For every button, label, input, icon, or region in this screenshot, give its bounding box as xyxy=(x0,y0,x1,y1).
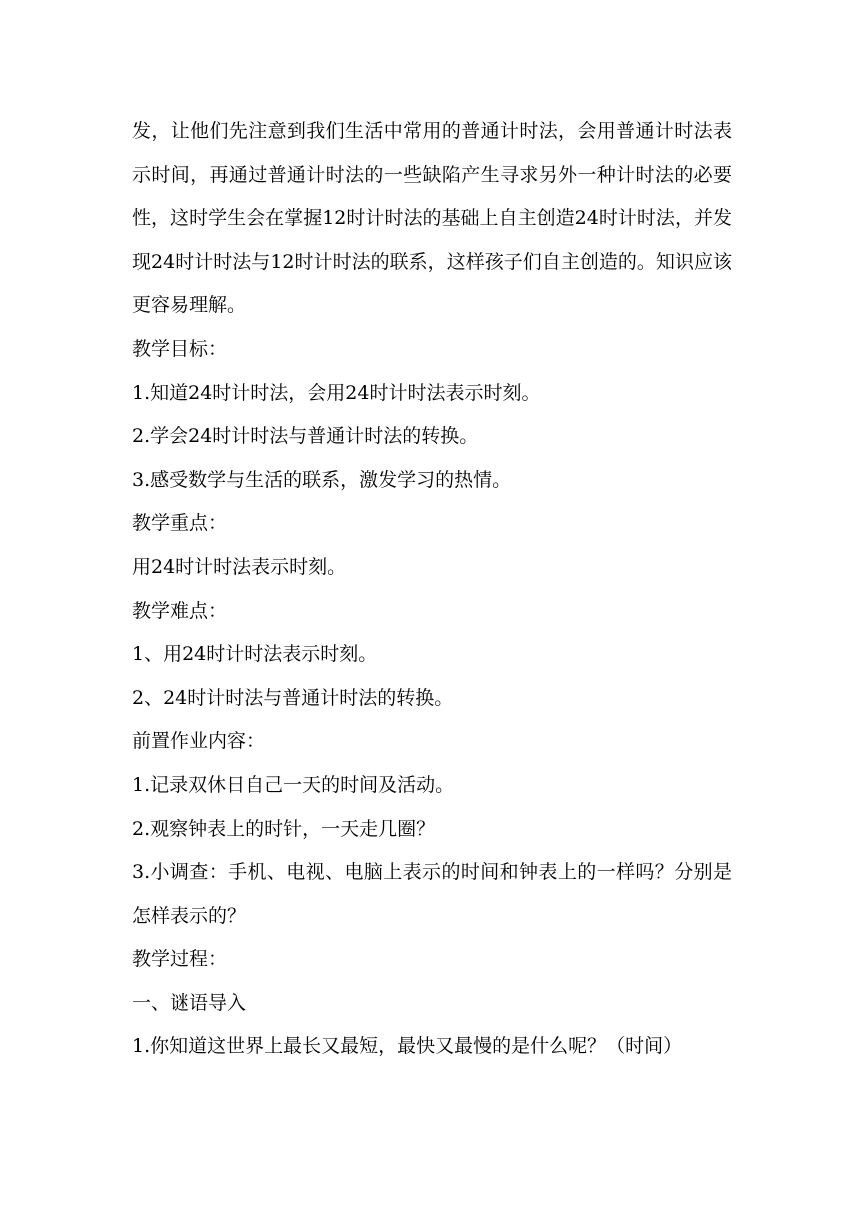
document-body xyxy=(132,110,732,1069)
key-point-item: 用24时计时法表示时刻。 xyxy=(132,555,347,578)
riddle-question: 1.你知道这世界上最长又最短，最快又最慢的是什么呢？（时间） xyxy=(132,1035,683,1058)
heading-teaching-goals: 教学目标： xyxy=(132,337,228,360)
pre-assignment-item-2: 2.观察钟表上的时针，一天走几圈？ xyxy=(132,817,436,840)
heading-key-points: 教学重点： xyxy=(132,512,228,535)
section-riddle-intro: 一、谜语导入 xyxy=(132,991,247,1014)
goal-item-2: 2.学会24时计时法与普通计时法的转换。 xyxy=(132,425,479,448)
pre-assignment-item-3: 3.小调查：手机、电视、电脑上表示的时间和钟表上的一样吗？分别是怎样表示的？ xyxy=(132,861,732,927)
heading-pre-assignment: 前置作业内容： xyxy=(132,730,266,753)
intro-paragraph: 发，让他们先注意到我们生活中常用的普通计时法，会用普通计时法表示时间，再通过普通计时法的一些缺陷产生寻求另外一种计时法的必要性，这时学生会在掌握12时计时法的基础上自主创造24时计时法，并发现24时计时法与12时计时法的联系，这样孩子们自主创造的。知识应该更容易理解。 xyxy=(132,120,732,317)
difficulty-item-2: 2、24时计时法与普通计时法的转换。 xyxy=(132,686,454,709)
goal-item-3: 3.感受数学与生活的联系，激发学习的热情。 xyxy=(132,468,512,491)
difficulty-item-1: 1、用24时计时法表示时刻。 xyxy=(132,643,378,666)
pre-assignment-item-1: 1.记录双休日自己一天的时间及活动。 xyxy=(132,773,455,796)
goal-item-1: 1.知道24时计时法，会用24时计时法表示时刻。 xyxy=(132,381,541,404)
heading-difficulties: 教学难点： xyxy=(132,599,228,622)
heading-teaching-process: 教学过程： xyxy=(132,948,228,971)
